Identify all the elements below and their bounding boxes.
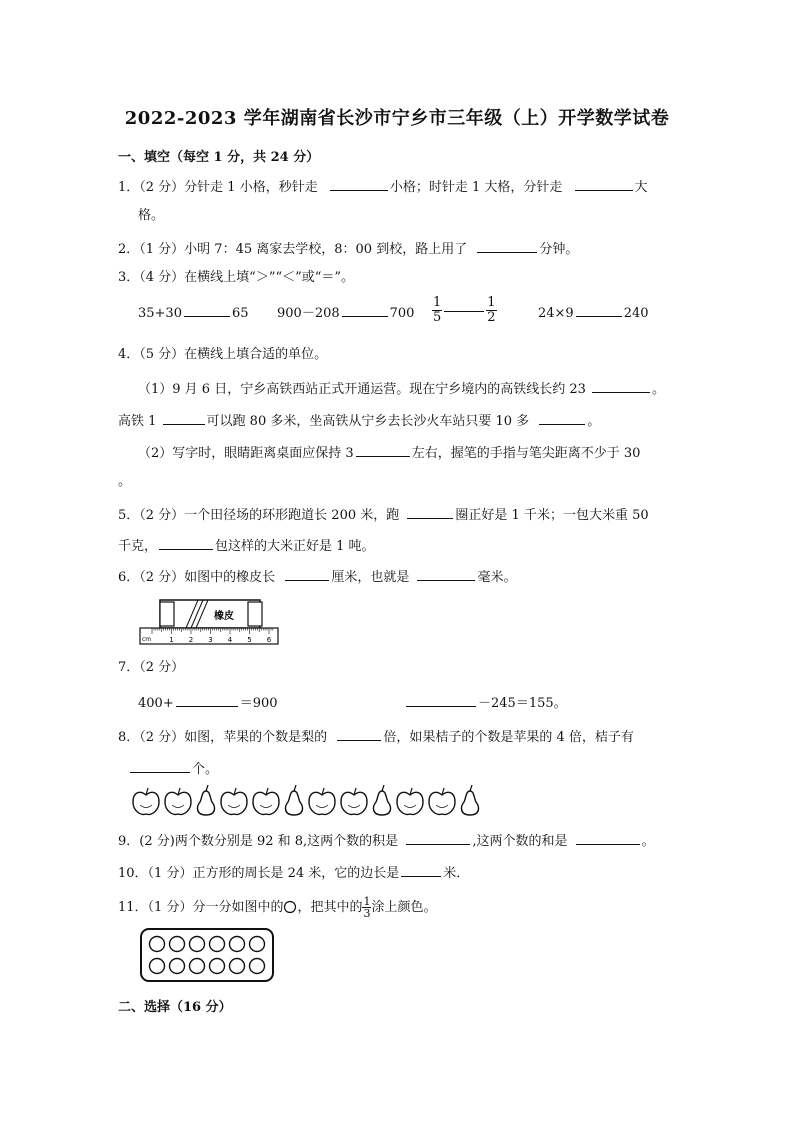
pear-icon [286, 785, 303, 815]
q10-text-b: 米． [443, 866, 470, 881]
q11-text-c: 涂上颜色。 [371, 900, 437, 915]
q5-text-c: 千克， [118, 539, 158, 554]
ruler-tick-label: 6 [266, 636, 272, 644]
q3-e1-right: 65 [231, 306, 249, 321]
q3-f1-num: 1 [433, 295, 442, 310]
q3-blank-2[interactable] [342, 302, 388, 317]
circle-grid-figure [140, 928, 276, 984]
question-1 [118, 176, 648, 197]
q3-blank-1[interactable] [184, 302, 230, 317]
q5-text-b: 圈正好是 1 千米；一包大米重 50 [455, 508, 649, 523]
q4-blank-1[interactable] [592, 378, 650, 393]
q1-blank-1[interactable] [330, 176, 388, 191]
eraser-ruler-figure [140, 594, 280, 646]
q7-e1-right: ＝900 [239, 696, 278, 711]
grid-circle[interactable] [250, 937, 265, 952]
q4-blank-2[interactable] [163, 410, 205, 425]
q9-text-c: 。 [641, 834, 655, 849]
q8-text-a: 8．（2 分）如图，苹果的个数是梨的 [118, 730, 328, 745]
ruler-tick-label: 1 [169, 636, 174, 644]
ruler-tick-label: 2 [188, 636, 194, 644]
q3-expr-3 [432, 296, 497, 325]
q4-d1: （2）写字时，眼睛距离桌面应保持 3 [138, 446, 354, 461]
q9-text-b: ,这两个数的和是 [472, 834, 568, 849]
q6-blank-1[interactable] [285, 566, 329, 581]
q2-text-b: 分钟。 [539, 242, 579, 257]
question-2 [118, 238, 578, 259]
q1-text-a: 1．（2 分）分针走 1 小格，秒针走 [118, 180, 318, 195]
q6-text-c: 毫米。 [477, 570, 517, 585]
grid-circle[interactable] [170, 937, 185, 952]
q3-e1-left: 35+30 [138, 306, 182, 321]
q6-text-b: 厘米，也就是 [331, 570, 410, 585]
q7-e2-right: －245＝155。 [478, 696, 567, 711]
q2-blank[interactable] [477, 238, 537, 253]
apple-icon [133, 788, 159, 814]
q1-text-b: 小格；时针走 1 大格，分针走 [389, 180, 563, 195]
q8-text-b: 倍，如果桔子的个数是苹果的 4 倍，桔子有 [383, 730, 634, 745]
q4-text-a: 4．（5 分）在横线上填合适的单位。 [118, 347, 328, 362]
q1-text-d: 格。 [138, 208, 165, 223]
q4-blank-4[interactable] [356, 442, 410, 457]
q6-blank-2[interactable] [417, 566, 475, 581]
apple-icon [429, 788, 455, 814]
pear-icon [374, 785, 391, 815]
q4-d2: 左右，握笔的手指与笔尖距离不少于 30 [411, 446, 641, 461]
q3-e2-left: 900－208 [277, 306, 340, 321]
q1-blank-2[interactable] [575, 176, 633, 191]
question-9 [118, 830, 655, 851]
grid-circle[interactable] [210, 959, 225, 974]
q9-text-a: 9．(2 分)两个数分别是 92 和 8,这两个数的积是 [118, 834, 399, 849]
q11-frac-den: 3 [363, 907, 371, 920]
q6-text-a: 6．（2 分）如图中的橡皮长 [118, 570, 276, 585]
q3-text-a: 3．（4 分）在横线上填“＞”“＜”或“＝”。 [118, 270, 355, 285]
ruler-unit: cm [142, 636, 152, 643]
q4-part-1b [118, 410, 600, 431]
q1-text-c: 大 [634, 180, 648, 195]
grid-circle[interactable] [150, 959, 165, 974]
ruler-tick-label: 3 [208, 636, 213, 644]
q3-expr-4 [538, 302, 649, 323]
apple-icon [341, 788, 367, 814]
section-heading-fill-blanks: 一、填空（每空 1 分，共 24 分） [118, 150, 320, 165]
q9-blank-1[interactable] [406, 830, 470, 845]
apple-icon [221, 788, 247, 814]
q11-text-b: ，把其中的 [297, 900, 363, 915]
apple-icon [309, 788, 335, 814]
q4-b2: 。 [652, 382, 666, 397]
apple-icon [253, 788, 279, 814]
q3-f2-den: 2 [487, 310, 496, 325]
q3-f2-num: 1 [487, 295, 496, 310]
q10-blank[interactable] [401, 862, 441, 877]
q4-text-e: 。 [118, 474, 132, 489]
q10-text-a: 10．（1 分）正方形的周长是 24 米，它的边长是 [118, 866, 400, 881]
q7-text-a: 7．（2 分） [118, 660, 185, 675]
q5-line-2 [118, 535, 375, 556]
question-10 [118, 862, 469, 883]
eraser-label: 橡皮 [214, 611, 234, 622]
q5-text-a: 5．（2 分）一个田径场的环形跑道长 200 米，跑 [118, 508, 400, 523]
q3-expr-1 [138, 302, 249, 323]
grid-circle[interactable] [250, 959, 265, 974]
q7-expr-2 [404, 692, 567, 713]
q3-blank-4[interactable] [576, 302, 622, 317]
q9-blank-2[interactable] [576, 830, 640, 845]
q7-expr-1 [138, 692, 278, 713]
ruler [140, 628, 278, 644]
q4-c1: 高铁 1 [118, 414, 157, 429]
fruit-row [130, 785, 490, 817]
grid-circle[interactable] [190, 937, 205, 952]
q3-e4-left: 24×9 [538, 306, 574, 321]
q7-e1-left: 400+ [138, 696, 174, 711]
section-heading-choice: 二、选择（16 分） [118, 1000, 232, 1015]
q8-line-2 [128, 758, 218, 779]
q8-blank-2[interactable] [130, 758, 190, 773]
q8-blank-1[interactable] [337, 726, 381, 741]
ruler-tick-label: 5 [247, 636, 252, 644]
q3-fraction-2 [486, 296, 496, 325]
q4-part-2 [138, 442, 640, 463]
q11-frac-num: 1 [363, 895, 371, 908]
grid-circle[interactable] [170, 959, 185, 974]
grid-circle[interactable] [150, 937, 165, 952]
apple-icon [397, 788, 423, 814]
q11-text-a: 11．（1 分）分一分如图中的 [118, 900, 284, 915]
q4-b1: （1）9 月 6 日，宁乡高铁西站正式开通运营。现在宁乡境内的高铁线长约 23 [138, 382, 586, 397]
q8-text-c: 个。 [192, 762, 219, 777]
q3-expr-2 [277, 302, 414, 323]
q4-part-1 [138, 378, 665, 399]
q4-blank-3[interactable] [539, 410, 585, 425]
grid-circle[interactable] [230, 937, 245, 952]
grid-circle[interactable] [190, 959, 205, 974]
page-title: 2022-2023 学年湖南省长沙市宁乡市三年级（上）开学数学试卷 [124, 108, 670, 129]
q3-e2-right: 700 [389, 306, 415, 321]
q4-c2: 可以跑 80 多米，坐高铁从宁乡去长沙火车站只要 10 多 [206, 414, 530, 429]
grid-circle[interactable] [230, 959, 245, 974]
eraser-image [160, 600, 262, 628]
q2-text-a: 2．（1 分）小明 7：45 离家去学校，8：00 到校，路上用了 [118, 242, 468, 257]
q3-e4-right: 240 [623, 306, 649, 321]
q5-text-d: 包这样的大米正好是 1 吨。 [215, 539, 375, 554]
question-5 [118, 504, 649, 525]
q7-blank-2[interactable] [406, 692, 476, 707]
apple-icon [165, 788, 191, 814]
q3-f1-den: 5 [433, 310, 442, 325]
grid-circle[interactable] [210, 937, 225, 952]
question-8 [118, 726, 634, 747]
ruler-tick-label: 4 [227, 636, 233, 644]
pear-icon [462, 785, 479, 815]
circle-icon [283, 901, 297, 915]
question-6 [118, 566, 517, 587]
q7-blank-1[interactable] [176, 692, 238, 707]
q5-blank-1[interactable] [407, 504, 453, 519]
question-11 [118, 896, 436, 919]
q4-c3: 。 [587, 414, 601, 429]
q5-blank-2[interactable] [159, 535, 213, 550]
pear-icon [198, 785, 215, 815]
q3-fraction-1 [432, 296, 442, 325]
q3-blank-3[interactable] [444, 310, 484, 312]
